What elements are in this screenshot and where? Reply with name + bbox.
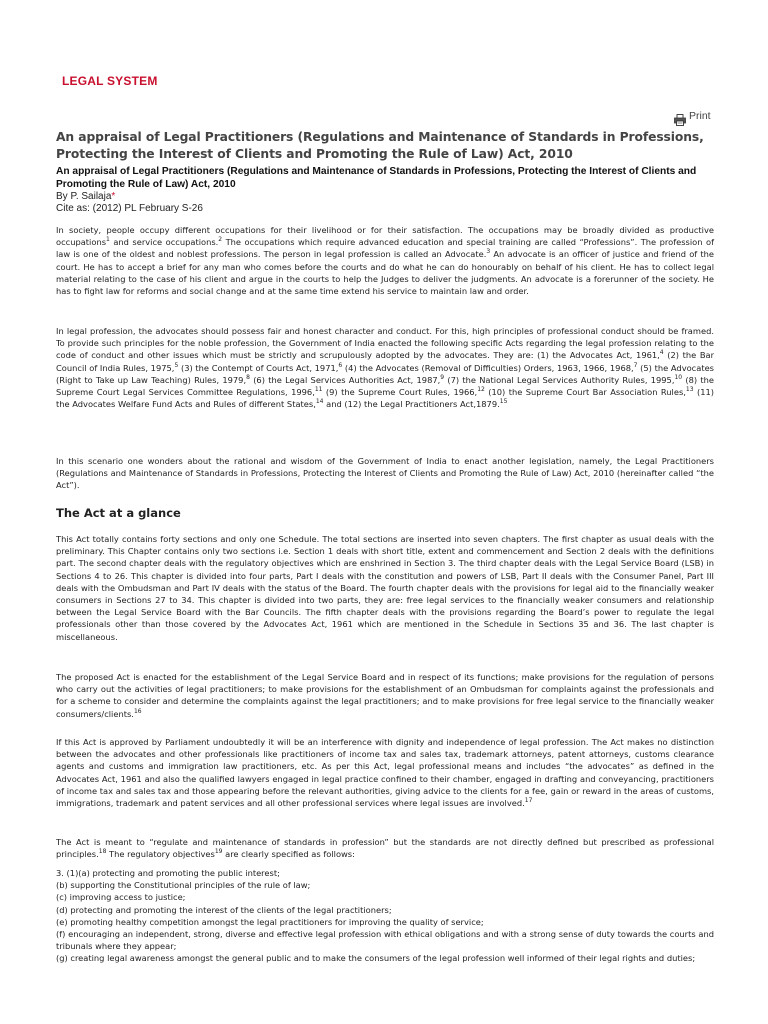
footnote-ref[interactable]: 16 [133,707,142,715]
footnote-ref[interactable]: 17 [524,797,533,805]
footnote-ref[interactable]: 10 [674,374,683,382]
list-item: (g) creating legal awareness amongst the general public and to make the consumers of the legal profession well informed of their legal rights and duties; [56,953,696,964]
print-label: Print [689,110,711,122]
author-footnote-mark[interactable]: * [111,191,116,202]
paragraph-7: The Act is meant to “regulate and maintenance of standards in profession” but the standards are not directly defined but prescribed as professional principles.$^{18}$ The regulatory objectives$^{19}$ are clearly specified as follows: [56,837,714,860]
print-link[interactable] [674,110,711,122]
footnote-ref[interactable]: 15 [499,398,508,406]
footnote-ref[interactable]: 5 [174,361,179,369]
footnote-ref[interactable]: 9 [440,374,445,382]
footnote-ref[interactable]: 6 [338,361,343,369]
printer-icon [674,114,686,126]
article-subtitle: An appraisal of Legal Practitioners (Regulations and Maintenance of Standards in Professions, Protecting the Interest of Clients and Promoting the Rule of Law) Act, 2010 [56,166,697,190]
footnote-ref[interactable]: 7 [633,361,638,369]
section-heading: The Act at a glance [56,506,181,520]
footnote-ref[interactable]: 4 [659,349,664,357]
footnote-ref[interactable]: 8 [246,374,250,382]
footnote-ref[interactable]: 12 [477,386,485,394]
list-item: (c) improving access to justice; [56,892,186,903]
list-item: (e) promoting healthy competition amongst the legal practitioners for improving the quality of service; [56,916,484,927]
paragraph-5: The proposed Act is enacted for the establishment of the Legal Service Board and in respect of its functions; make provisions for the regulation of persons who carry out the activities of legal practitioners; to make provisions for the establishment of an Ombudsman for complaints against the professionals and for a scheme to consider and determine the complaints against the legal practitioners; and to make provisions for free legal service to the financially weaker consumers/clients.$^{16}$ [56,672,714,719]
paragraph-1: In society, people occupy different occupations for their livelihood or for their satisfaction. The occupations may be broadly divided as productive occupations$^1$ and service occupations.$^2$ The occupations which require advanced education and special training are called “Professions”. The profession of law is one of the oldest and noblest professions. The person in legal profession is called an Advocate.$^3$ An advocate is an officer of justice and friend of the court. He has to accept a brief for any man who comes before the courts and do what he can do honourably on behalf of his client. He has to collect legal material relating to the case of his client and argue in the courts to help the Judges to deliver the judgments. An advocate is a forerunner of the society. He has to fight law for reforms and social change and at the same time extend his service to maintain law and order. [56,225,714,297]
footnote-ref[interactable]: 19 [214,848,223,856]
list-item: (b) supporting the Constitutional principles of the rule of law; [56,880,311,891]
footnote-ref[interactable]: 13 [685,386,694,394]
paragraph-3: In this scenario one wonders about the rational and wisdom of the Government of India to enact another legislation, namely, the Legal Practitioners (Regulations and Maintenance of Standards in Professions, Protecting the Interest of Clients and Promoting the Rule of Law) Act, 2010 (hereinafter called “the Act”). [56,456,714,491]
paragraph-4: This Act totally contains forty sections and only one Schedule. The total sections are inserted into seven chapters. The first chapter as usual deals with the preliminary. This Chapter contains only two sections i.e. Section 1 deals with short title, extent and commencement and Section 2 deals with the definitions part. The second chapter deals with the regulatory objectives which are enshrined in Section 3. The third chapter deals with the Legal Service Board (LSB) in Sections 4 to 26. This chapter is divided into four parts, Part I deals with the constitution and powers of LSB, Part II deals with the Consumer Panel, Part III deals with the Ombudsman and Part IV deals with the status of the Board. The fourth chapter deals with the provisions for legal aid to the financially weaker consumers in Sections 27 to 34. This chapter is divided into two parts, they are: free legal services to the financially weaker consumers and relationship between the Legal Service Board with the Bar Councils. The fifth chapter deals with the provisions regarding the Board’s power to regulate the legal professionals other than those covered by the Advocates Act, 1961 which are mentioned in the Schedule in Sections 35 and 36. The last chapter is miscellaneous. [56,534,714,642]
article-title: An appraisal of Legal Practitioners (Regulations and Maintenance of Standards in Professions, Protecting the Interest of Clients and Promoting the Rule of Law) Act, 2010 [56,130,704,161]
footnote-ref[interactable]: 1 [106,236,110,244]
byline [56,191,115,203]
citation: Cite as: (2012) PL February S-26 [56,203,203,214]
footnote-ref[interactable]: 11 [314,386,323,394]
list-item: (d) protecting and promoting the interest of the clients of the legal practitioners; [56,904,392,915]
footnote-ref[interactable]: 14 [315,398,324,406]
footnote-ref[interactable]: 18 [98,848,107,856]
footnote-ref[interactable]: 2 [218,236,223,244]
list-item: 3. (1)(a) protecting and promoting the public interest; [56,868,280,878]
paragraph-2: In legal profession, the advocates should possess fair and honest character and conduct. For this, high principles of professional conduct should be framed. To provide such principles for the noble profession, the Government of India enacted the following specific Acts regarding the legal profession relating to the code of conduct and other issues which must be strictly and scrupulously adopted by the advocates. They are: (1) the Advocates Act, 1961,$^4$ (2) the Bar Council of India Rules, 1975,$^5$ (3) the Contempt of Courts Act, 1971,$^6$ (4) the Advocates (Removal of Difficulties) Orders, 1963, 1966, 1968,$^7$ (5) the Advocates (Right to Take up Law Teaching) Rules, 1979,$^8$ (6) the Legal Services Authorities Act, 1987,$^9$ (7) the National Legal Services Authority Rules, 1995,10 (8) the Supreme Court Legal Services Committee Regulations, 1996,11 (9) the Supreme Court Rules, 1966,12 (10) the Supreme Court Bar Association Rules,$^{13}$ (11) the Advocates Welfare Fund Acts and Rules of different States,$^{14}$ and (12) the Legal Practitioners Act,1879.15 [56,326,715,410]
objectives-list [56,867,714,965]
list-item: (f) encouraging an independent, strong, diverse and effective legal profession with ethical obligations and with a strong sense of duty towards the courts and tribunals where they appear; [56,929,714,952]
author: By P. Sailaja [56,191,112,202]
footnote-ref[interactable]: 3 [486,248,491,256]
section-label: LEGAL SYSTEM [62,74,158,88]
paragraph-6: If this Act is approved by Parliament undoubtedly it will be an interference with dignity and independence of legal profession. The Act makes no distinction between the advocates and other professionals like practitioners of income tax and sales tax, trademark attorneys, patent attorneys, customs clearance agents and customs and immigration law practitioners, etc. As per this Act, legal professional means and includes “the advocates” as defined in the Advocates Act, 1961 and also the qualified lawyers engaged in legal practice confined to their chamber, engaged in drafting and conveyancing, practitioners of income tax and sales tax and those appearing before the relevant authorities, giving advice to the clients for a fee, gain or reward in the areas of customs, immigrations, trademark and patent services and all other professional services where legal issues are involved.$^{17}$ [56,737,714,809]
